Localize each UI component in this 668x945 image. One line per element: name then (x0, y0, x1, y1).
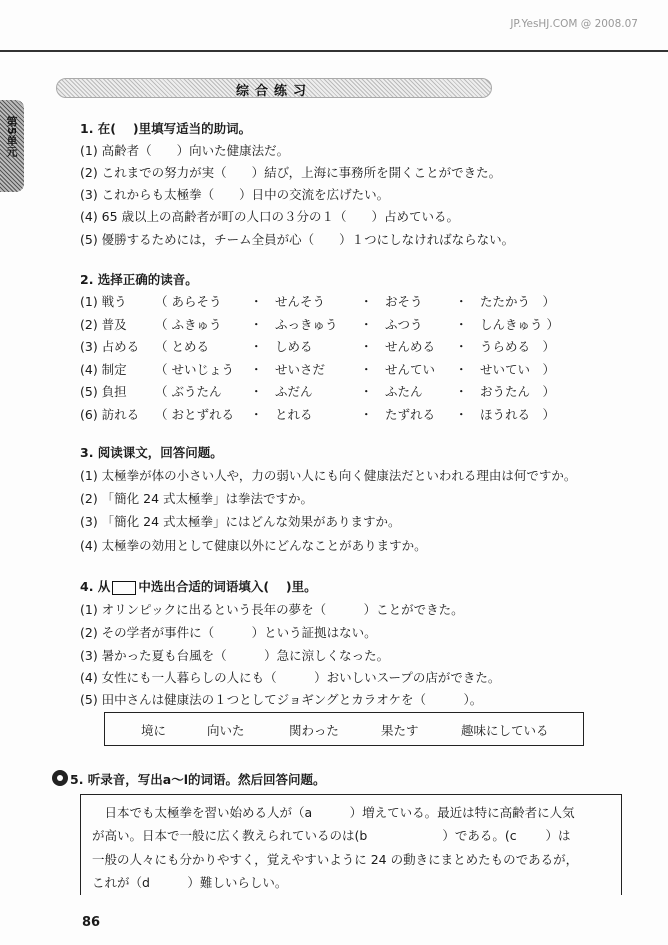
reading-option: ・ せんてい (360, 361, 436, 377)
choice-word: 果たす (381, 723, 419, 738)
reading-option: ・ うらめる ） (455, 339, 556, 354)
reading-option: ・ せんめる (360, 339, 436, 354)
banner-title: 综合练习 (235, 84, 312, 99)
reading-option: ・ たずれる (360, 406, 436, 422)
choice-word: 趣味にしている (461, 723, 549, 738)
section-banner (56, 78, 492, 98)
blank-box (112, 581, 136, 595)
passage-line: 日本でも太極拳を習い始める人が（a ）増えている。最近は特に高齢者に人気 (92, 805, 575, 820)
exercise-4-item: (3) 暑かった夏も台風を（ ）急に涼しくなった。 (80, 648, 390, 663)
reading-option: ・ しめる (250, 339, 313, 354)
reading-option: ・ せいさだ (250, 361, 326, 377)
exercise-4-title (80, 577, 317, 595)
reading-word: (4) 制定 (80, 361, 127, 377)
watermark: JP.YesHJ.COM @ 2008.07 (510, 18, 638, 30)
passage-line: これが（d ）難しいらしい。 (92, 875, 288, 890)
side-tab-label: 第5单元 (5, 116, 18, 157)
passage-line: が高い。日本で一般に広く教えられているのは(b ）である。(c ）は (92, 828, 571, 843)
exercise-1-item: (1) 高齢者（ ）向いた健康法だ。 (80, 143, 290, 158)
choice-word: 境に (141, 723, 167, 738)
exercise-1-item: (2) これまでの努力が実（ ）結び，上海に事務所を開くことができた。 (80, 165, 502, 180)
exercise-1-item: (5) 優勝するためには，チーム全員が心（ ）１つにしなければならない。 (80, 232, 515, 247)
exercise-3-item: (1) 太極拳が体の小さい人や，力の弱い人にも向く健康法だといわれる理由は何ですか。 (80, 468, 577, 483)
reading-word: (2) 普及 (80, 316, 127, 332)
exercise-5-title: 5. 听录音，写出a～l的词语。然后回答问题。 (70, 772, 326, 787)
exercise-1-item: (4) 65 歳以上の高齢者が町の人口の３分の１（ ）占めている。 (80, 209, 460, 224)
cd-audio-icon (52, 770, 68, 786)
reading-option: ・ ふつう (360, 316, 423, 332)
reading-option: ・ ほうれる ） (455, 406, 556, 422)
title-prefix: 4. 从 (80, 579, 111, 594)
exercise-1-title: 1. 在( )里填写适当的助词。 (80, 121, 252, 136)
reading-option: （ せいじょう (155, 361, 234, 377)
choice-word: 関わった (289, 723, 339, 738)
header-rule (0, 50, 668, 52)
reading-option: ・ たたかう ） (455, 294, 556, 309)
page-number: 86 (82, 915, 101, 930)
reading-word: (6) 訪れる (80, 406, 140, 422)
reading-option: ・ せいてい ） (455, 361, 556, 377)
exercise-3-item: (3) 「簡化 24 式太極拳」にはどんな効果がありますか。 (80, 514, 401, 529)
exercise-4-item: (2) その学者が事件に（ ）という証拠はない。 (80, 625, 377, 640)
title-suffix: 中选出合适的词语填入( )里。 (138, 579, 317, 594)
reading-option: ・ おうたん ） (455, 384, 556, 399)
reading-option: （ とめる (155, 339, 209, 354)
reading-option: ・ しんきゅう ） (455, 316, 559, 332)
choice-word: 向いた (207, 723, 245, 738)
passage-line: 一般の人々にも分かりやすく，覚えやすいように 24 の動きにまとめたものであるが， (92, 852, 579, 867)
unit-side-tab (0, 100, 24, 192)
reading-option: （ あらそう (155, 294, 222, 309)
exercise-3-title: 3. 阅读课文，回答问题。 (80, 445, 223, 460)
reading-word: (5) 負担 (80, 384, 127, 399)
exercise-2-title: 2. 选择正确的读音。 (80, 272, 198, 287)
reading-option: ・ せんそう (250, 294, 326, 309)
exercise-4-item: (1) オリンピックに出るという長年の夢を（ ）ことができた。 (80, 602, 464, 617)
reading-option: ・ とれる (250, 406, 313, 422)
exercise-3-item: (2) 「簡化 24 式太極拳」は拳法ですか。 (80, 491, 314, 506)
reading-option: ・ おそう (360, 294, 423, 309)
reading-option: （ おとずれる (155, 406, 234, 422)
reading-option: （ ぶうたん (155, 384, 222, 399)
reading-option: ・ ふだん (250, 384, 313, 399)
reading-option: ・ ふっきゅう (250, 316, 338, 332)
exercise-4-item: (5) 田中さんは健康法の１つとしてジョギングとカラオケを（ ）。 (80, 692, 483, 707)
reading-word: (3) 占める (80, 339, 140, 354)
reading-word: (1) 戦う (80, 294, 127, 309)
reading-option: ・ ふたん (360, 384, 423, 399)
reading-option: （ ふきゅう (155, 316, 222, 332)
exercise-3-item: (4) 太極拳の効用として健康以外にどんなことがありますか。 (80, 538, 427, 553)
word-choice-box (104, 712, 584, 746)
exercise-1-item: (3) これからも太極拳（ ）日中の交流を広げたい。 (80, 187, 390, 202)
exercise-4-item: (4) 女性にも一人暮らしの人にも（ ）おいしいスープの店ができた。 (80, 670, 501, 685)
